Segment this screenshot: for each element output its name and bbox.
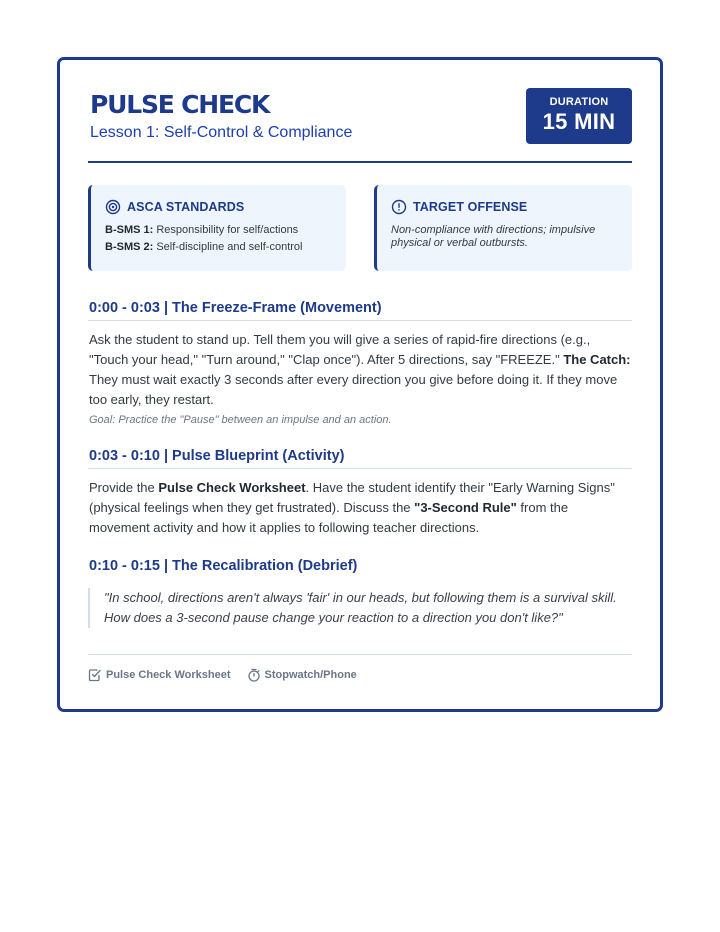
asca-title: ASCA STANDARDS bbox=[127, 200, 245, 214]
target-offense-box bbox=[374, 185, 632, 271]
material-stopwatch bbox=[247, 668, 357, 682]
text-run: from the movement activity and how it applies to following teacher directions. bbox=[89, 500, 569, 535]
section-freeze-frame bbox=[88, 298, 632, 426]
duration-badge bbox=[526, 88, 632, 144]
text-run: They must wait exactly 3 seconds after every direction you give before doing it. If they move too early, they restart. bbox=[89, 372, 618, 407]
target-icon bbox=[105, 199, 121, 215]
material-label: Pulse Check Worksheet bbox=[106, 669, 231, 681]
target-header bbox=[391, 199, 527, 215]
section-divider bbox=[88, 320, 632, 321]
standard-1 bbox=[105, 224, 298, 236]
section-paragraph bbox=[89, 478, 632, 538]
header-divider bbox=[88, 161, 632, 163]
debrief-quote: "In school, directions aren't always 'fair' in our heads, but following them is a survival skill. How does a 3-second pause change your reaction to a direction you don't like?" bbox=[104, 590, 617, 625]
standard-1-code: B-SMS 1: bbox=[105, 224, 154, 236]
goal-note: Goal: Practice the "Pause" between an impulse and an action. bbox=[89, 414, 392, 426]
asca-standards-box bbox=[88, 185, 346, 271]
target-title: TARGET OFFENSE bbox=[413, 200, 528, 214]
bold-text: "3-Second Rule" bbox=[414, 500, 517, 515]
section-divider bbox=[88, 468, 632, 469]
stopwatch-icon bbox=[247, 668, 261, 682]
standard-2-code: B-SMS 2: bbox=[105, 241, 154, 253]
footer-divider bbox=[88, 654, 632, 655]
debrief-quote-block bbox=[88, 588, 632, 628]
material-worksheet bbox=[88, 668, 231, 682]
section-heading: 0:03 - 0:10 | Pulse Blueprint (Activity) bbox=[89, 448, 345, 464]
lesson-card bbox=[57, 57, 663, 712]
section-paragraph bbox=[89, 330, 632, 410]
standard-2-text: Self-discipline and self-control bbox=[156, 241, 303, 253]
section-pulse-blueprint bbox=[88, 446, 632, 538]
card-content bbox=[88, 88, 632, 681]
duration-label: DURATION bbox=[549, 96, 609, 108]
standard-2 bbox=[105, 241, 302, 253]
target-offense-text: Non-compliance with directions; impulsive physical or verbal outbursts. bbox=[391, 224, 596, 249]
lesson-subtitle: Lesson 1: Self-Control & Compliance bbox=[90, 124, 353, 141]
section-heading: 0:00 - 0:03 | The Freeze-Frame (Movement) bbox=[89, 300, 382, 316]
text-run: . Have the student identify their "Early Warning Signs" (physical feelings when they get frustrated). Discuss the bbox=[89, 480, 615, 515]
materials-footer bbox=[88, 668, 373, 682]
info-boxes bbox=[88, 185, 632, 271]
standard-1-text: Responsibility for self/actions bbox=[156, 224, 299, 236]
material-label: Stopwatch/Phone bbox=[264, 669, 357, 681]
alert-circle-icon bbox=[391, 199, 407, 215]
section-heading: 0:10 - 0:15 | The Recalibration (Debrief) bbox=[89, 558, 358, 574]
header bbox=[88, 88, 632, 162]
bold-text: The Catch: bbox=[563, 352, 631, 367]
text-run: Provide the bbox=[89, 480, 159, 495]
text-run: Ask the student to stand up. Tell them you will give a series of rapid-fire directions (e.g., "Touch your head," "Turn around," "Clap once"). After 5 directions, say "FREEZE." bbox=[89, 332, 591, 367]
asca-header bbox=[105, 199, 244, 215]
section-recalibration bbox=[88, 556, 632, 628]
bold-text: Pulse Check Worksheet bbox=[158, 480, 306, 495]
checkbox-icon bbox=[88, 668, 102, 682]
page-title: PULSE CHECK bbox=[90, 90, 270, 119]
duration-value: 15 MIN bbox=[542, 109, 616, 134]
